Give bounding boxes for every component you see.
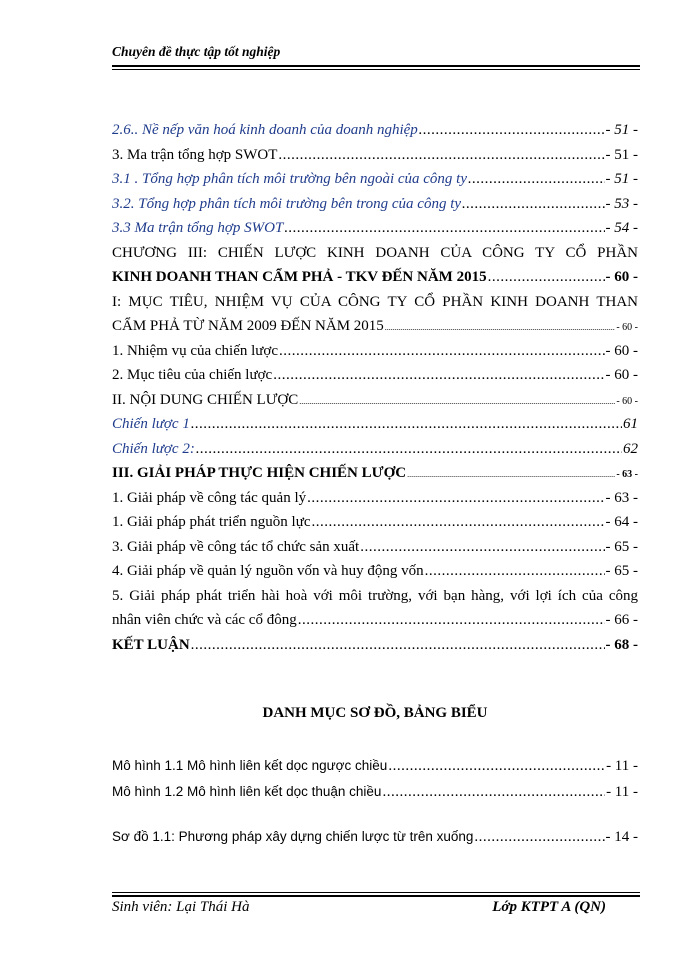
dot-leader (407, 461, 615, 488)
dot-leader (191, 412, 622, 437)
toc-entry[interactable] (112, 461, 638, 486)
page-number: - 68 - (605, 636, 638, 653)
dot-leader (298, 608, 605, 633)
page-number: - 63 - (616, 469, 638, 480)
toc-entry[interactable] (112, 339, 638, 364)
page-number: - 54 - (605, 220, 638, 236)
toc-entry[interactable] (112, 363, 638, 388)
footer-rule-thin (112, 892, 640, 893)
entry-title: Mô hình 1.1 Mô hình liên kết dọc ngược chiều (112, 758, 388, 773)
entry-title: CẨM PHẢ TỪ NĂM 2009 ĐẾN NĂM 2015 (112, 318, 384, 334)
toc-entry[interactable] (112, 633, 638, 658)
footer-rule (112, 895, 640, 897)
entry-title: Sơ đồ 1.1: Phương pháp xây dựng chiến lược từ trên xuống (112, 829, 474, 844)
dot-leader (425, 559, 605, 584)
toc-entry[interactable] (112, 241, 638, 290)
page-number: - 63 - (605, 489, 638, 506)
toc-entry[interactable] (112, 118, 638, 143)
dot-leader (307, 486, 604, 511)
dot-leader (284, 216, 604, 241)
toc-entry[interactable] (112, 510, 638, 535)
toc-entry[interactable] (112, 192, 638, 217)
toc-entry[interactable] (112, 535, 638, 560)
toc-entry[interactable] (112, 216, 638, 241)
dot-leader (388, 753, 605, 779)
footer-class: Lớp KTPT A (QN) (492, 899, 606, 915)
toc-entry[interactable] (112, 584, 638, 633)
entry-title: 1. Nhiệm vụ của chiến lược (112, 342, 279, 359)
entry-title-line1: I: MỤC TIÊU, NHIỆM VỤ CỦA CÔNG TY CỔ PHẦN KINH DOANH THAN (112, 293, 638, 310)
page-number: - 60 - (605, 342, 638, 359)
toc-entry[interactable] (112, 143, 638, 168)
entry-title: III. GIẢI PHÁP THỰC HIỆN CHIẾN LƯỢC (112, 465, 407, 481)
dot-leader (462, 192, 604, 217)
dot-leader (278, 143, 604, 168)
page-number: - 11 - (606, 784, 638, 800)
toc-entry[interactable] (112, 437, 638, 462)
entry-title: Chiến lược 1 (112, 416, 190, 432)
entry-title: 3. Giải pháp về công tác tổ chức sản xuất (112, 538, 360, 555)
entry-title: nhân viên chức và các cổ đông (112, 612, 297, 628)
entry-title: II. NỘI DUNG CHIẾN LƯỢC (112, 391, 299, 408)
header-rule (112, 65, 640, 67)
dot-leader (474, 824, 604, 850)
entry-title: 2.6.. Nề nếp văn hoá kinh doanh của doanh nghiệp (112, 122, 418, 138)
page-number: - 66 - (605, 612, 638, 628)
entry-title-line1: 5. Giải pháp phát triển hài hoà với môi trường, với bạn hàng, với lợi ích của công (112, 587, 638, 604)
dot-leader (382, 779, 605, 805)
footer-student: Sinh viên: Lại Thái Hà (112, 899, 250, 915)
dot-leader (385, 314, 616, 341)
entry-title: Mô hình 1.2 Mô hình liên kết dọc thuận chiều (112, 784, 382, 799)
page-number: 62 (623, 440, 638, 457)
table-of-contents (112, 118, 638, 657)
dot-leader (468, 167, 605, 192)
entry-title: 1. Giải pháp về công tác quản lý (112, 489, 307, 506)
entry-title-line1: CHƯƠNG III: CHIẾN LƯỢC KINH DOANH CỦA CÔNG TY CỔ PHẦN (112, 244, 638, 261)
entry-title: 1. Giải pháp phát triển nguồn lực (112, 514, 311, 530)
dot-leader (196, 437, 622, 462)
page-number: - 53 - (605, 195, 638, 212)
toc-entry[interactable] (112, 559, 638, 584)
page-number: - 64 - (605, 514, 638, 530)
entry-title: 2. Mục tiêu của chiến lược (112, 367, 273, 383)
list-of-figures (112, 753, 638, 850)
dot-leader (191, 633, 605, 658)
entry-title: 3.2. Tổng hợp phân tích môi trường bên trong của công ty (112, 195, 462, 212)
page-number: - 65 - (605, 563, 638, 579)
header-rule-thin (112, 69, 640, 70)
toc-entry[interactable] (112, 290, 638, 339)
document-header: Chuyên đề thực tập tốt nghiệp (112, 44, 281, 59)
toc-entry[interactable] (112, 167, 638, 192)
dot-leader (279, 339, 604, 364)
list-of-figures-title: DANH MỤC SƠ ĐỒ, BẢNG BIỂU (262, 705, 488, 721)
page-number: 61 (623, 416, 638, 432)
entry-title: Chiến lược 2: (112, 440, 195, 457)
entry-title: KẾT LUẬN (112, 636, 190, 653)
entry-title: 4. Giải pháp về quản lý nguồn vốn và huy động vốn (112, 563, 424, 579)
page-number: - 51 - (605, 122, 638, 138)
toc-entry[interactable] (112, 388, 638, 413)
page-number: - 14 - (605, 829, 638, 845)
dot-leader (488, 265, 605, 290)
figure-entry[interactable] (112, 824, 638, 850)
dot-leader (360, 535, 604, 560)
dot-leader (419, 118, 605, 143)
figure-entry[interactable] (112, 753, 638, 779)
entry-title: 3. Ma trận tổng hợp SWOT (112, 146, 278, 163)
page-number: - 11 - (606, 758, 638, 774)
page-number: - 60 - (605, 367, 638, 383)
page-number: - 60 - (616, 322, 638, 333)
page-number: - 60 - (616, 395, 638, 407)
entry-title: KINH DOANH THAN CẨM PHẢ - TKV ĐẾN NĂM 2015 (112, 269, 487, 285)
figure-entry[interactable] (112, 779, 638, 805)
dot-leader (273, 363, 604, 388)
page-number: - 51 - (605, 171, 638, 187)
page-number: - 65 - (605, 538, 638, 555)
dot-leader (299, 388, 615, 415)
toc-entry[interactable] (112, 486, 638, 511)
toc-entry[interactable] (112, 412, 638, 437)
page-number: - 51 - (605, 146, 638, 163)
entry-title: 3.3 Ma trận tổng hợp SWOT (112, 220, 284, 236)
page-number: - 60 - (605, 269, 638, 285)
dot-leader (312, 510, 605, 535)
entry-title: 3.1 . Tổng hợp phân tích môi trường bên ngoài của công ty (112, 171, 467, 187)
